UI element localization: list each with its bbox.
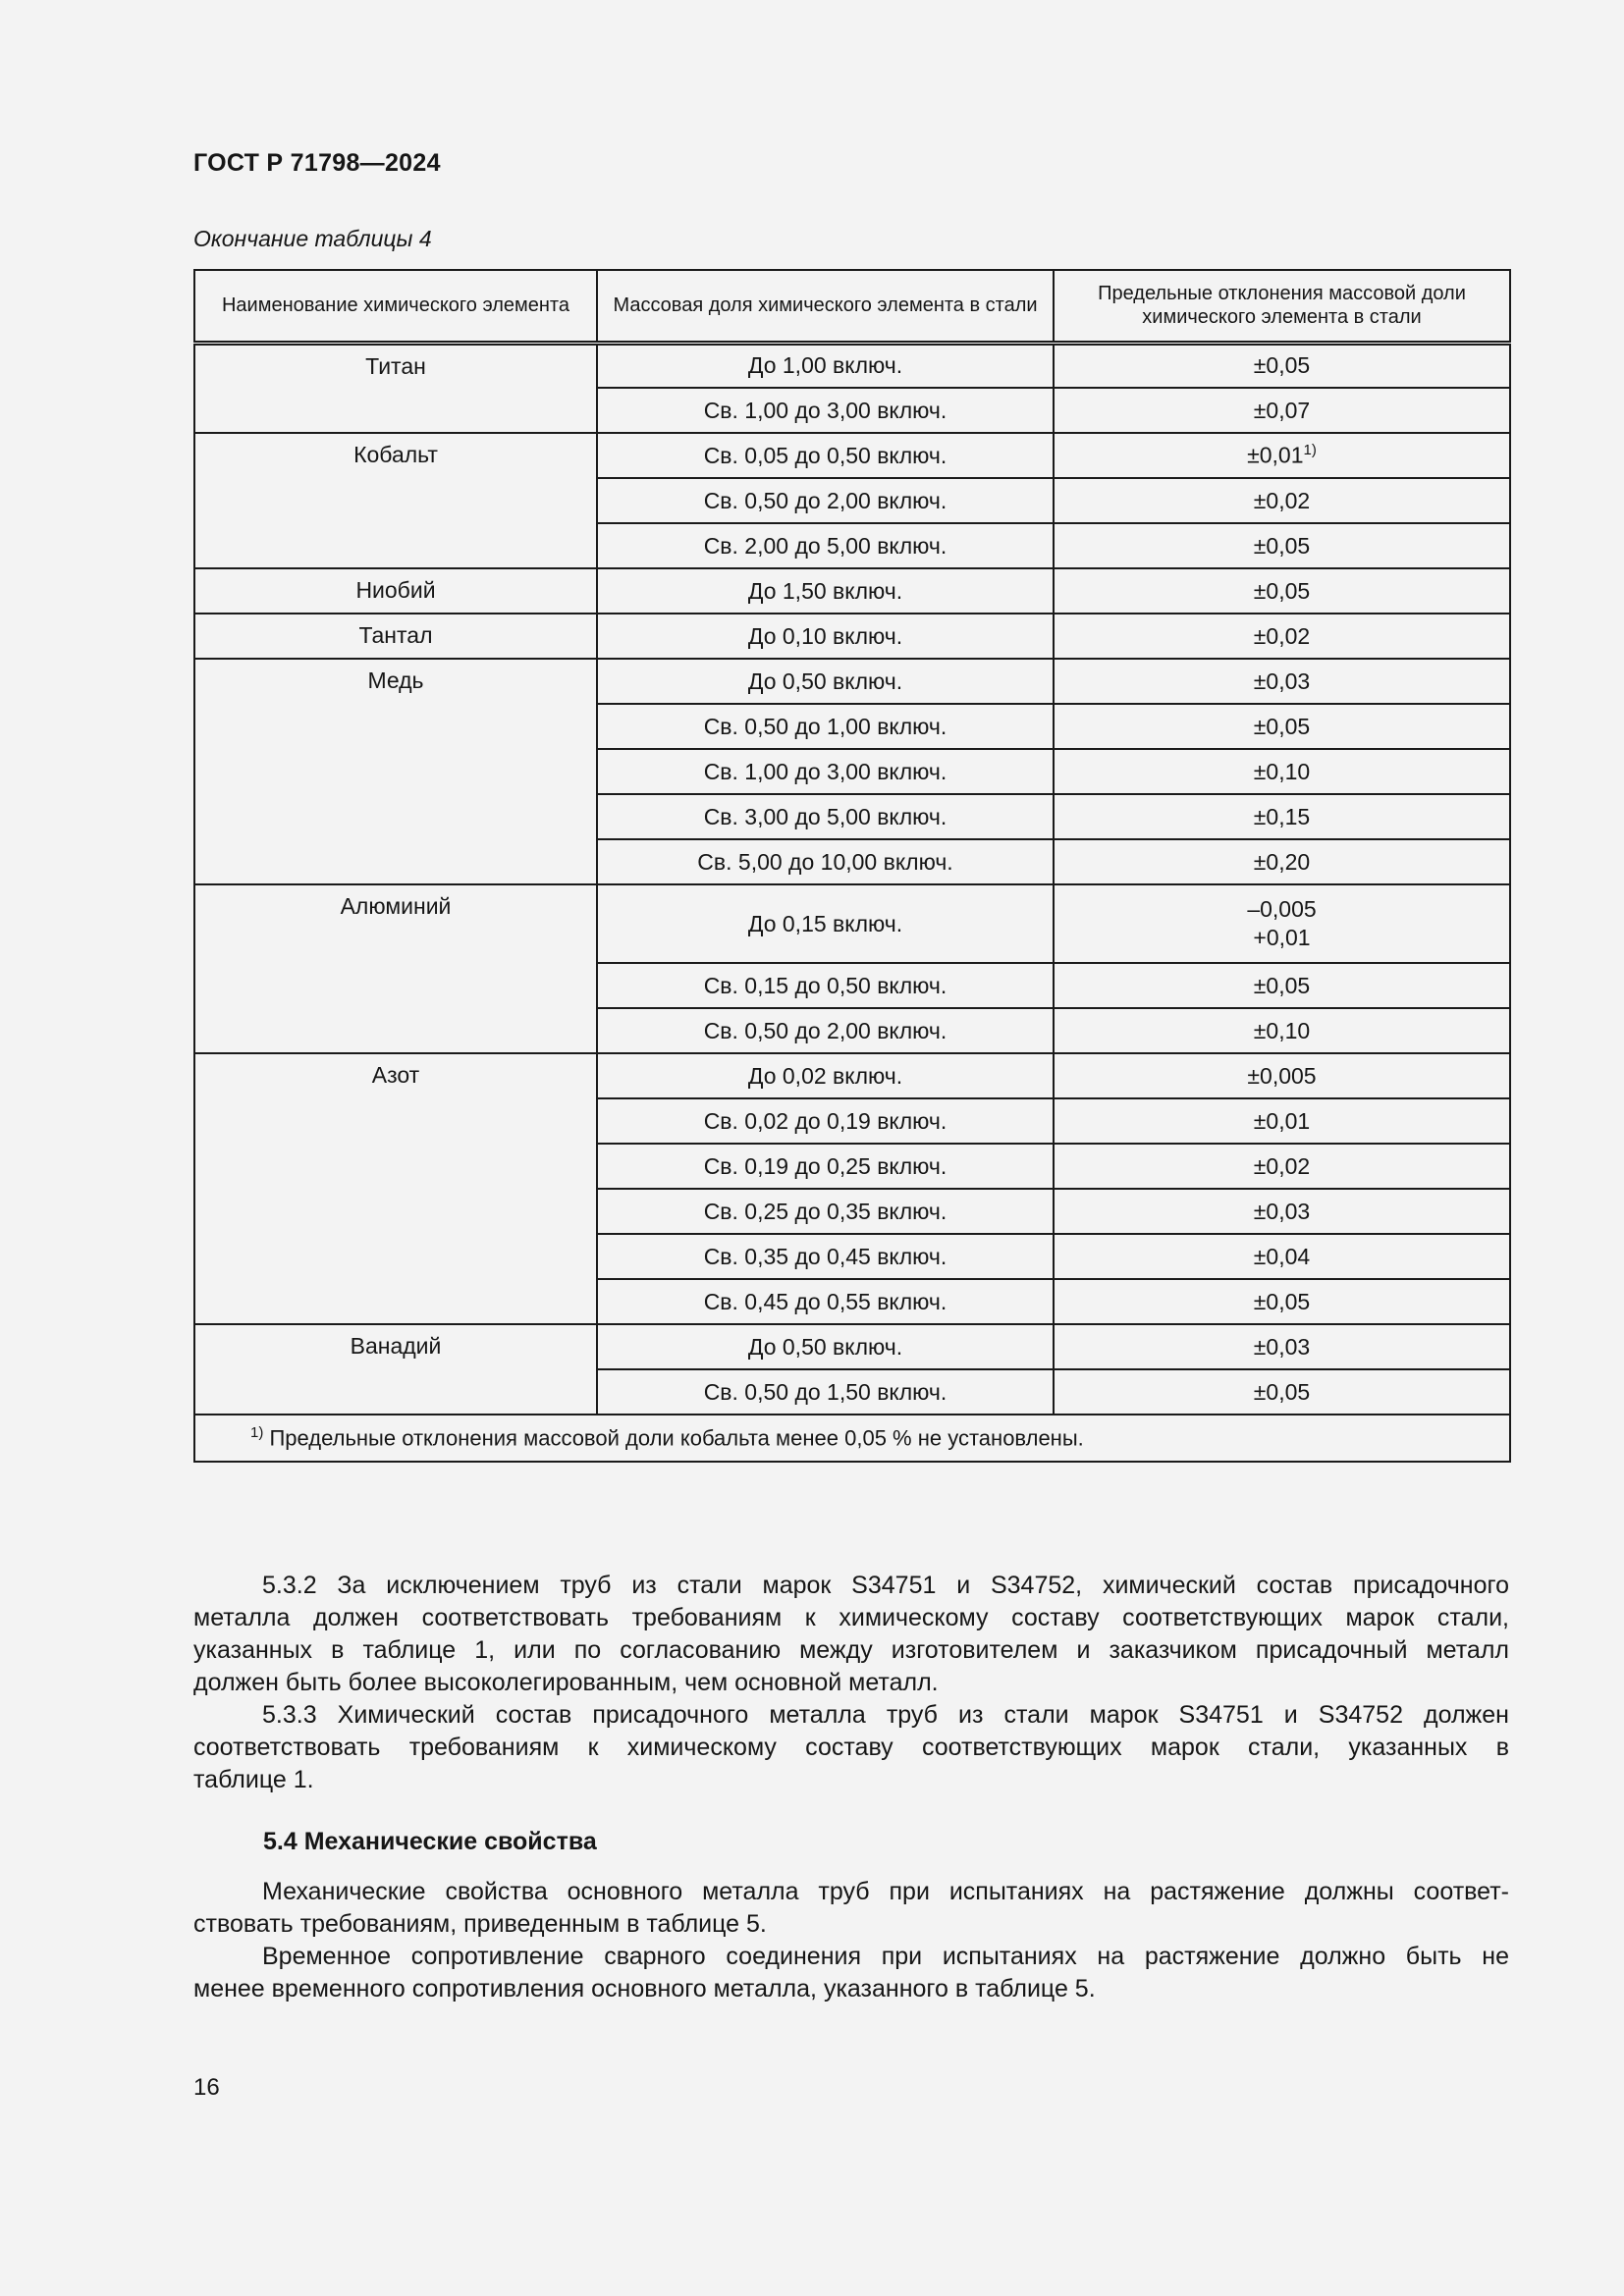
page-number: 16: [193, 2074, 220, 2101]
deviation-cell: [1054, 963, 1510, 1008]
deviation-cell: [1054, 749, 1510, 794]
paragraph-line: 5.3.3 Химический состав присадочного металла труб из стали марок S34751 и S34752 должен: [262, 1701, 1509, 1729]
paragraph-line: Временное сопротивление сварного соединения при испытаниях на растяжение должно быть не: [262, 1943, 1509, 1970]
paragraph-5-3-2: [193, 1570, 1509, 1699]
deviation-upper: +0,01: [1253, 925, 1311, 950]
deviation-value: ±0,01: [1253, 1107, 1311, 1134]
deviation-cell: [1054, 614, 1510, 659]
mass-fraction-cell: Св. 0,50 до 1,50 включ.: [597, 1369, 1054, 1415]
mass-fraction-cell: Св. 0,50 до 2,00 включ.: [597, 478, 1054, 523]
element-name-cell: Титан: [194, 343, 597, 433]
table-header-row: [194, 270, 1510, 343]
mass-fraction-cell: Св. 0,15 до 0,50 включ.: [597, 963, 1054, 1008]
deviation-value: ±0,02: [1253, 487, 1311, 513]
deviation-value: ±0,005: [1247, 1062, 1317, 1089]
deviation-cell: [1054, 1053, 1510, 1098]
deviation-cell: [1054, 884, 1510, 963]
paragraph-line: таблице 1.: [193, 1766, 314, 1793]
paragraph-5-4-b: [193, 1941, 1509, 2005]
mass-fraction-cell: Св. 0,50 до 2,00 включ.: [597, 1008, 1054, 1053]
deviation-value: ±0,01: [1247, 442, 1304, 468]
mass-fraction-cell: Св. 0,45 до 0,55 включ.: [597, 1279, 1054, 1324]
deviation-value: ±0,04: [1253, 1243, 1311, 1269]
table-row: [194, 614, 1510, 659]
deviation-cell: [1054, 388, 1510, 433]
mass-fraction-cell: Св. 3,00 до 5,00 включ.: [597, 794, 1054, 839]
table-footnote-row: [194, 1415, 1510, 1462]
deviation-value: ±0,20: [1253, 848, 1311, 875]
deviation-value: ±0,15: [1253, 803, 1311, 829]
paragraph-line: указанных в таблице 1, или по согласованию между изготовителем и заказчиком присадочный металл: [193, 1636, 1509, 1664]
deviation-cell: [1054, 1008, 1510, 1053]
deviation-cell: [1054, 478, 1510, 523]
deviation-value: ±0,07: [1253, 397, 1311, 423]
paragraph-5-3-3: [193, 1699, 1509, 1796]
mass-fraction-cell: Св. 0,02 до 0,19 включ.: [597, 1098, 1054, 1144]
deviation-cell: [1054, 568, 1510, 614]
paragraph-line: менее временного сопротивления основного металла, указанного в таблице 5.: [193, 1975, 1096, 2002]
mass-fraction-cell: До 0,50 включ.: [597, 1324, 1054, 1369]
mass-fraction-cell: Св. 1,00 до 3,00 включ.: [597, 749, 1054, 794]
mass-fraction-cell: Св. 0,19 до 0,25 включ.: [597, 1144, 1054, 1189]
deviation-cell: [1054, 839, 1510, 884]
deviation-cell: [1054, 1279, 1510, 1324]
mass-fraction-cell: Св. 0,50 до 1,00 включ.: [597, 704, 1054, 749]
paragraph-line: 5.3.2 За исключением труб из стали марок S34751 и S34752, химический состав присадочного: [262, 1572, 1509, 1599]
table-row: [194, 884, 1510, 963]
table-row: [194, 1324, 1510, 1369]
column-header-element: Наименование химического элемента: [194, 270, 597, 343]
column-header-deviation: Предельные отклонения массовой доли химического элемента в стали: [1054, 270, 1510, 343]
deviation-cell: [1054, 433, 1510, 478]
mass-fraction-cell: Св. 1,00 до 3,00 включ.: [597, 388, 1054, 433]
mass-fraction-cell: Св. 0,25 до 0,35 включ.: [597, 1189, 1054, 1234]
mass-fraction-cell: До 0,02 включ.: [597, 1053, 1054, 1098]
section-title-5-4: 5.4 Механические свойства: [263, 1828, 597, 1855]
mass-fraction-cell: До 1,50 включ.: [597, 568, 1054, 614]
table-row: [194, 1053, 1510, 1098]
deviation-value: ±0,05: [1253, 577, 1311, 604]
deviation-cell: [1054, 659, 1510, 704]
deviation-lower: –0,005: [1247, 896, 1317, 922]
table-row: [194, 343, 1510, 388]
element-name-cell: Медь: [194, 659, 597, 884]
deviation-cell: [1054, 1324, 1510, 1369]
deviation-value: ±0,03: [1253, 1198, 1311, 1224]
mass-fraction-cell: До 1,00 включ.: [597, 343, 1054, 388]
mass-fraction-cell: Св. 5,00 до 10,00 включ.: [597, 839, 1054, 884]
table-footnote: [194, 1415, 1510, 1462]
deviation-value: ±0,05: [1253, 972, 1311, 998]
deviation-value: ±0,05: [1253, 352, 1311, 379]
footnote-text: Предельные отклонения массовой доли кобальта менее 0,05 % не установлены.: [269, 1425, 1084, 1451]
deviation-value: ±0,02: [1253, 622, 1311, 649]
deviation-value: ±0,05: [1253, 1288, 1311, 1314]
table-row: [194, 568, 1510, 614]
deviation-value: ±0,05: [1253, 713, 1311, 739]
deviation-cell: [1054, 794, 1510, 839]
footnote-mark: 1): [250, 1424, 264, 1442]
deviation-value: ±0,02: [1253, 1152, 1311, 1179]
mass-fraction-cell: Св. 0,05 до 0,50 включ.: [597, 433, 1054, 478]
element-name-cell: Кобальт: [194, 433, 597, 568]
deviation-value: ±0,03: [1253, 1333, 1311, 1360]
table-body: [194, 343, 1510, 1415]
element-name-cell: Алюминий: [194, 884, 597, 1053]
footnote-reference: 1): [1303, 442, 1317, 459]
paragraph-line: соответствовать требованиям к химическому составу соответствующих марок стали, указанных в: [193, 1734, 1509, 1761]
deviation-cell: [1054, 1098, 1510, 1144]
chemical-deviation-table: [193, 269, 1511, 1463]
paragraph-line: ствовать требованиям, приведенным в таблице 5.: [193, 1910, 767, 1938]
deviation-cell: [1054, 523, 1510, 568]
element-name-cell: Ниобий: [194, 568, 597, 614]
paragraph-line: Механические свойства основного металла труб при испытаниях на растяжение должны соответ-: [262, 1878, 1509, 1905]
deviation-value: ±0,10: [1253, 758, 1311, 784]
table-caption: Окончание таблицы 4: [193, 226, 432, 251]
deviation-value: ±0,03: [1253, 667, 1311, 694]
deviation-value: ±0,10: [1253, 1017, 1311, 1043]
mass-fraction-cell: Св. 2,00 до 5,00 включ.: [597, 523, 1054, 568]
paragraph-5-4-a: [193, 1876, 1509, 1941]
element-name-cell: Азот: [194, 1053, 597, 1324]
table-row: [194, 433, 1510, 478]
mass-fraction-cell: До 0,15 включ.: [597, 884, 1054, 963]
deviation-cell: [1054, 1189, 1510, 1234]
deviation-cell: [1054, 343, 1510, 388]
element-name-cell: Тантал: [194, 614, 597, 659]
element-name-cell: Ванадий: [194, 1324, 597, 1415]
deviation-value: ±0,05: [1253, 532, 1311, 559]
paragraph-line: должен быть более высоколегированным, чем основной металл.: [193, 1669, 939, 1696]
document-header: ГОСТ Р 71798—2024: [193, 149, 441, 177]
mass-fraction-cell: До 0,10 включ.: [597, 614, 1054, 659]
mass-fraction-cell: Св. 0,35 до 0,45 включ.: [597, 1234, 1054, 1279]
column-header-mass-fraction: Массовая доля химического элемента в стали: [597, 270, 1054, 343]
deviation-cell: [1054, 1369, 1510, 1415]
mass-fraction-cell: До 0,50 включ.: [597, 659, 1054, 704]
paragraph-line: металла должен соответствовать требованиям к химическому составу соответствующих марок стали,: [193, 1604, 1509, 1631]
deviation-value: ±0,05: [1253, 1378, 1311, 1405]
table-row: [194, 659, 1510, 704]
deviation-cell: [1054, 704, 1510, 749]
deviation-cell: [1054, 1144, 1510, 1189]
deviation-cell: [1054, 1234, 1510, 1279]
